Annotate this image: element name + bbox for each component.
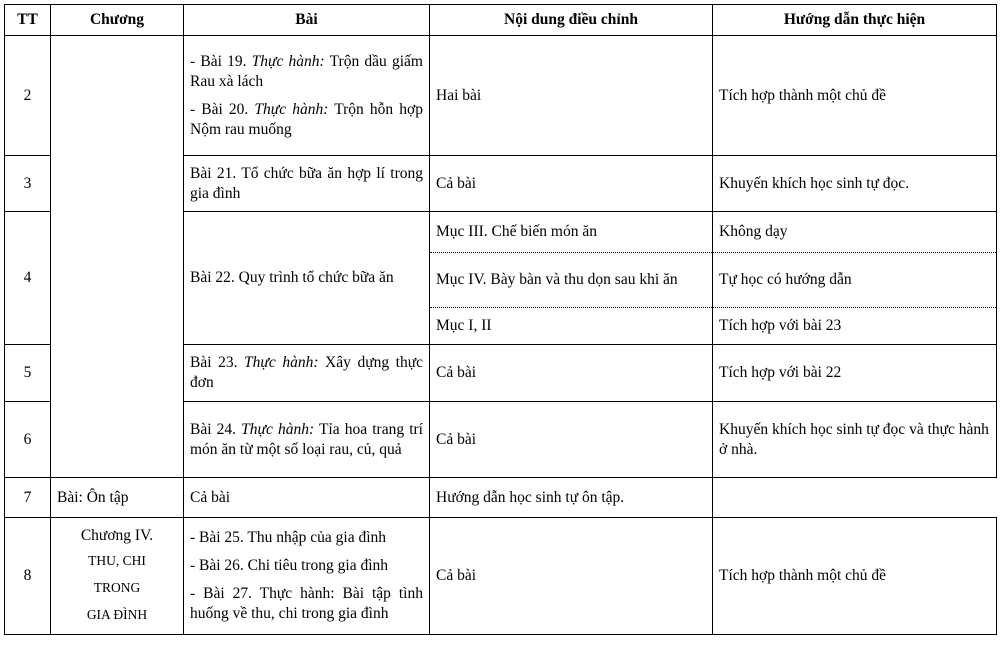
header-noi-dung: Nội dung điều chỉnh bbox=[430, 5, 713, 36]
cell-tt: 4 bbox=[5, 212, 51, 345]
cell-noi-dung: Cả bài bbox=[430, 518, 713, 635]
adjustment-table bbox=[4, 4, 997, 635]
cell-tt: 7 bbox=[5, 478, 51, 518]
cell-noi-dung: Mục IV. Bày bàn và thu dọn sau khi ăn bbox=[430, 253, 713, 308]
cell-tt: 8 bbox=[5, 518, 51, 635]
lesson-text: Trộn hỗn hợp Nộm rau muống bbox=[190, 100, 423, 138]
lesson-text: - Bài 19. bbox=[190, 52, 252, 70]
table-row bbox=[5, 478, 997, 518]
cell-noi-dung: Hai bài bbox=[430, 36, 713, 156]
header-chuong: Chương bbox=[51, 5, 184, 36]
cell-bai: Bài 21. Tổ chức bữa ăn hợp lí trong gia đình bbox=[184, 156, 430, 212]
table-row bbox=[5, 518, 997, 635]
cell-huong-dan: Tự học có hướng dẫn bbox=[713, 253, 997, 308]
cell-noi-dung: Cả bài bbox=[430, 345, 713, 402]
cell-noi-dung: Mục I, II bbox=[430, 308, 713, 345]
lesson-line: - Bài 27. Thực hành: Bài tập tình huống về thu, chi trong gia đình bbox=[190, 585, 423, 622]
cell-noi-dung: Mục III. Chế biến món ăn bbox=[430, 212, 713, 253]
cell-noi-dung: Cả bài bbox=[184, 478, 430, 518]
chapter-name-line: GIA ĐÌNH bbox=[86, 606, 148, 622]
table-row bbox=[5, 36, 997, 156]
cell-tt: 3 bbox=[5, 156, 51, 212]
cell-bai bbox=[184, 518, 430, 635]
lesson-text: Bài 23. bbox=[190, 354, 245, 371]
cell-noi-dung: Cả bài bbox=[430, 156, 713, 212]
lesson-line bbox=[190, 52, 423, 92]
lesson-text: - Bài 20. bbox=[190, 100, 255, 118]
cell-huong-dan: Tích hợp thành một chủ đề bbox=[713, 36, 997, 156]
lesson-text: Xây dựng thực đơn bbox=[190, 354, 423, 391]
cell-huong-dan: Tích hợp với bài 23 bbox=[713, 308, 997, 345]
cell-tt: 6 bbox=[5, 402, 51, 478]
lesson-line: - Bài 26. Chi tiêu trong gia đình bbox=[190, 557, 389, 574]
cell-chuong bbox=[51, 518, 184, 635]
cell-huong-dan: Không dạy bbox=[713, 212, 997, 253]
chapter-name-line: THU, CHI bbox=[88, 552, 146, 568]
cell-huong-dan: Tích hợp thành một chủ đề bbox=[713, 518, 997, 635]
cell-bai bbox=[184, 345, 430, 402]
chapter-name-line: TRONG bbox=[93, 579, 141, 595]
cell-chuong-empty bbox=[51, 36, 184, 478]
lesson-line: - Bài 25. Thu nhập của gia đình bbox=[190, 529, 387, 546]
cell-bai: Bài: Ôn tập bbox=[51, 478, 184, 518]
cell-huong-dan: Hướng dẫn học sinh tự ôn tập. bbox=[430, 478, 713, 518]
lesson-italic: Thực hành: bbox=[254, 100, 329, 118]
header-tt: TT bbox=[5, 5, 51, 36]
cell-tt: 2 bbox=[5, 36, 51, 156]
cell-tt: 5 bbox=[5, 345, 51, 402]
cell-huong-dan: Tích hợp với bài 22 bbox=[713, 345, 997, 402]
header-row bbox=[5, 5, 997, 36]
header-huong-dan: Hướng dẫn thực hiện bbox=[713, 5, 997, 36]
lesson-text: Bài 24. bbox=[190, 420, 242, 438]
cell-bai: Bài 22. Quy trình tổ chức bữa ăn bbox=[184, 212, 430, 345]
lesson-text: Tỉa hoa trang trí món ăn từ một số loại rau, củ, quả bbox=[190, 420, 423, 458]
chapter-title: Chương IV. bbox=[80, 526, 154, 544]
lesson-text: Trộn dầu giấm Rau xà lách bbox=[190, 52, 423, 90]
cell-bai bbox=[184, 36, 430, 156]
lesson-italic: Thực hành: bbox=[241, 420, 315, 438]
cell-bai bbox=[184, 402, 430, 478]
cell-huong-dan: Khuyến khích học sinh tự đọc và thực hành ở nhà. bbox=[713, 402, 997, 478]
lesson-line bbox=[190, 100, 423, 140]
header-bai: Bài bbox=[184, 5, 430, 36]
cell-noi-dung: Cả bài bbox=[430, 402, 713, 478]
lesson-italic: Thực hành: bbox=[251, 52, 325, 70]
cell-huong-dan: Khuyến khích học sinh tự đọc. bbox=[713, 156, 997, 212]
lesson-italic: Thực hành: bbox=[244, 354, 319, 371]
